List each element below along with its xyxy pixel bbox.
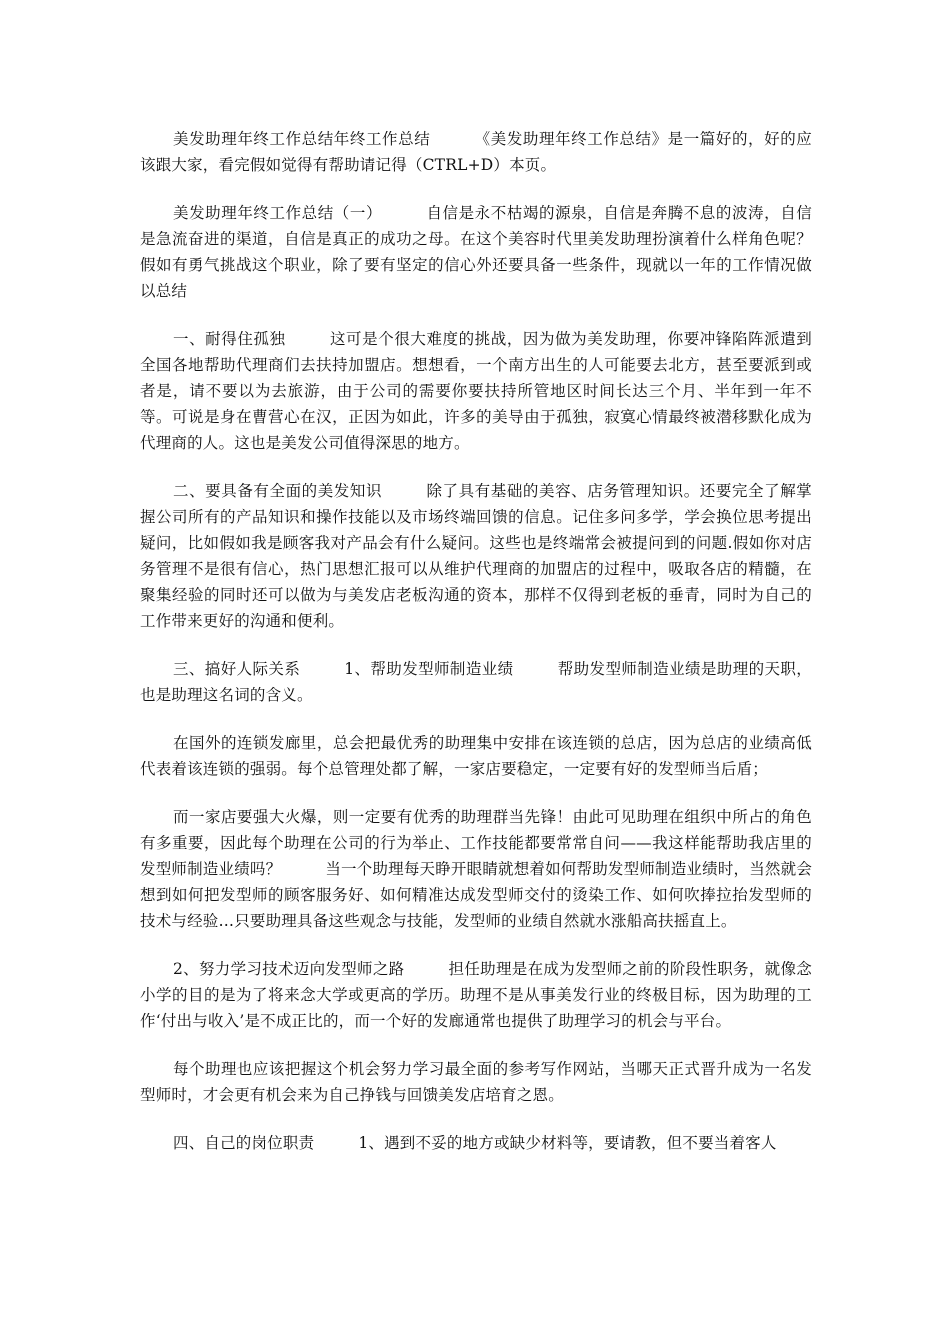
paragraph-text: 1、遇到不妥的地方或缺少材料等，要请教，但不要当着客人 [358, 1134, 777, 1152]
paragraph-text: 美发助理年终工作总结年终工作总结 [173, 130, 431, 148]
paragraph-text: 担任助理是在成为发型师之前的阶段性职务，就像念小学的目的是为了将来念大学或更高的学历。助理不是从事美发行业的终极目标，因为助理的工作‘付出与收入’是不成正比的，而一个好的发廊通常也提供了助理学习的机会与平台。 [140, 960, 812, 1030]
paragraph-section-four [140, 1130, 812, 1156]
paragraph-text: 而一家店要强大火爆，则一定要有优秀的助理群当先锋！由此可见助理在组织中所占的角色有多重要，因此每个助理在公司的行为举止、工作技能都要常常自问——我这样能帮助我店里的发型师制造业绩吗？ [140, 808, 812, 878]
paragraph-text: 这可是个很大难度的挑战，因为做为美发助理，你要冲锋陷阵派遣到全国各地帮助代理商们去扶持加盟店。想想看，一个南方出生的人可能要去北方，甚至要派到或者是，请不要以为去旅游，由于公司的需要你要扶持所管地区时间长达三个月、半年到一年不等。可说是身在曹营心在汉，正因为如此，许多的美导由于孤独，寂寞心情最终被潜移默化成为代理商的人。这也是美发公司值得深思的地方。 [140, 330, 812, 452]
paragraph-body [140, 804, 812, 934]
section-heading: 一、耐得住孤独 [173, 330, 286, 348]
paragraph-intro [140, 126, 812, 178]
paragraph-text: 帮助发型师制造业绩是助理的天职，也是助理这名词的含义。 [140, 660, 813, 704]
paragraph-text: 《美发助理年终工作总结》是一篇好的，好的应该跟大家，看完假如觉得有帮助请记得（CTRL+D）本页。 [140, 130, 812, 174]
section-heading: 二、要具备有全面的美发知识 [173, 482, 383, 500]
paragraph-body [140, 730, 812, 782]
subsection-heading: 2、努力学习技术迈向发型师之路 [173, 960, 405, 978]
paragraph-subsection-two [140, 956, 812, 1034]
section-heading: 四、自己的岗位职责 [173, 1134, 315, 1152]
paragraph-text: 美发助理年终工作总结（一） [173, 204, 383, 222]
section-heading: 三、搞好人际关系 [173, 660, 301, 678]
paragraph-section-three [140, 656, 812, 708]
paragraph-section-two [140, 478, 812, 634]
paragraph-text: 当一个助理每天睁开眼睛就想着如何帮助发型师制造业绩时，当然就会想到如何把发型师的顾客服务好、如何精准达成发型师交付的烫染工作、如何吹捧拉抬发型师的技术与经验…只要助理具备这些观念与技能，发型师的业绩自然就水涨船高扶摇直上。 [140, 860, 813, 930]
document-page [140, 126, 812, 1178]
paragraph-text: 除了具有基础的美容、店务管理知识。还要完全了解掌握公司所有的产品知识和操作技能以及市场终端回馈的信息。记住多问多学，学会换位思考提出疑问，比如假如我是顾客我对产品会有什么疑问。这些也是终端常会被提问到的问题.假如你对店务管理不是很有信心，热门思想汇报可以从维护代理商的加盟店的过程中，吸取各店的精髓，在聚集经验的同时还可以做为与美发店老板沟通的资本，那样不仅得到老板的垂青，同时为自己的工作带来更好的沟通和便利。 [140, 482, 812, 630]
paragraph-text: 在国外的连锁发廊里，总会把最优秀的助理集中安排在该连锁的总店，因为总店的业绩高低代表着该连锁的强弱。每个总管理处都了解，一家店要稳定，一定要有好的发型师当后盾； [140, 734, 812, 778]
subsection-heading: 1、帮助发型师制造业绩 [344, 660, 514, 678]
paragraph-body [140, 1056, 812, 1108]
paragraph-text: 自信是永不枯竭的源泉，自信是奔腾不息的波涛，自信是急流奋进的渠道，自信是真正的成功之母。在这个美容时代里美发助理扮演着什么样角色呢？假如有勇气挑战这个职业，除了要有坚定的信心外还要具备一些条件，现就以一年的工作情况做以总结 [140, 204, 812, 300]
paragraph-text: 每个助理也应该把握这个机会努力学习最全面的参考写作网站，当哪天正式晋升成为一名发型师时，才会更有机会来为自己挣钱与回馈美发店培育之恩。 [140, 1060, 812, 1104]
paragraph-summary-one [140, 200, 812, 304]
paragraph-section-one [140, 326, 812, 456]
